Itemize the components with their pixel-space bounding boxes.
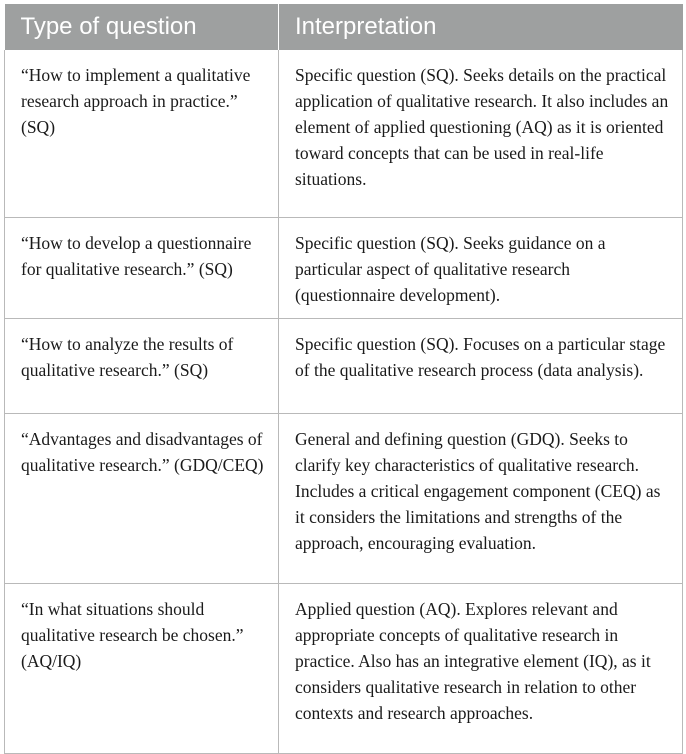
table-header bbox=[5, 4, 683, 50]
interpretation-cell: Applied question (AQ). Explores relevant and appropriate concepts of qualitative research in practice. Also has an integrative element (IQ), as it considers qualitative research in relation to other contexts and research approaches. bbox=[279, 584, 683, 754]
table-row bbox=[5, 50, 683, 218]
question-cell: “Advantages and disadvantages of qualitative research.” (GDQ/CEQ) bbox=[5, 414, 279, 584]
table-row bbox=[5, 218, 683, 319]
interpretation-cell: Specific question (SQ). Seeks guidance on a particular aspect of qualitative research (questionnaire development). bbox=[279, 218, 683, 319]
interpretation-cell: Specific question (SQ). Seeks details on the practical application of qualitative research. It also includes an element of applied questioning (AQ) as it is oriented toward concepts that can be used in real-life situations. bbox=[279, 50, 683, 218]
header-row bbox=[5, 4, 683, 50]
table-row bbox=[5, 319, 683, 414]
header-type-of-question: Type of question bbox=[5, 4, 279, 50]
question-types-table bbox=[4, 4, 683, 754]
question-cell: “How to analyze the results of qualitative research.” (SQ) bbox=[5, 319, 279, 414]
question-cell: “How to implement a qualitative research approach in practice.” (SQ) bbox=[5, 50, 279, 218]
header-interpretation: Interpretation bbox=[279, 4, 683, 50]
question-cell: “In what situations should qualitative research be chosen.” (AQ/IQ) bbox=[5, 584, 279, 754]
table-body bbox=[5, 50, 683, 754]
question-cell: “How to develop a questionnaire for qualitative research.” (SQ) bbox=[5, 218, 279, 319]
table-row bbox=[5, 414, 683, 584]
interpretation-cell: Specific question (SQ). Focuses on a particular stage of the qualitative research process (data analysis). bbox=[279, 319, 683, 414]
table-row bbox=[5, 584, 683, 754]
interpretation-cell: General and defining question (GDQ). Seeks to clarify key characteristics of qualitative research. Includes a critical engagement component (CEQ) as it considers the limitations and strengths of the approach, encouraging evaluation. bbox=[279, 414, 683, 584]
question-types-table-container bbox=[4, 4, 682, 754]
